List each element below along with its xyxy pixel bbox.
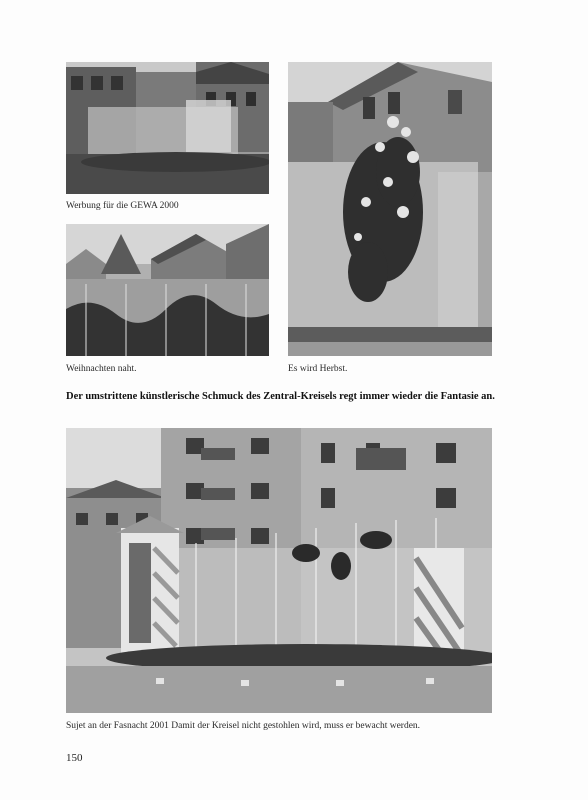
photo-fasnacht-image: [66, 428, 492, 713]
photo-gewa-advertising: [66, 62, 269, 194]
photo-christmas-branches: [66, 224, 269, 356]
page-number: 150: [66, 752, 83, 764]
headline: Der umstrittene künstlerische Schmuck des Zentral-Kreisels regt immer wieder die Fantasie an.: [66, 391, 495, 402]
caption-gewa: Werbung für die GEWA 2000: [66, 201, 179, 211]
photo-fasnacht-roundabout: [66, 428, 492, 713]
photo-herbst-image: [288, 62, 492, 356]
caption-herbst: Es wird Herbst.: [288, 364, 348, 374]
caption-fasnacht: Sujet an der Fasnacht 2001 Damit der Kreisel nicht gestohlen wird, muss er bewacht werden.: [66, 721, 421, 731]
photo-gewa-image: [66, 62, 269, 194]
caption-weihnachten: Weihnachten naht.: [66, 364, 137, 374]
photo-weihnachten-image: [66, 224, 269, 356]
photo-autumn-sunflowers: [288, 62, 492, 356]
